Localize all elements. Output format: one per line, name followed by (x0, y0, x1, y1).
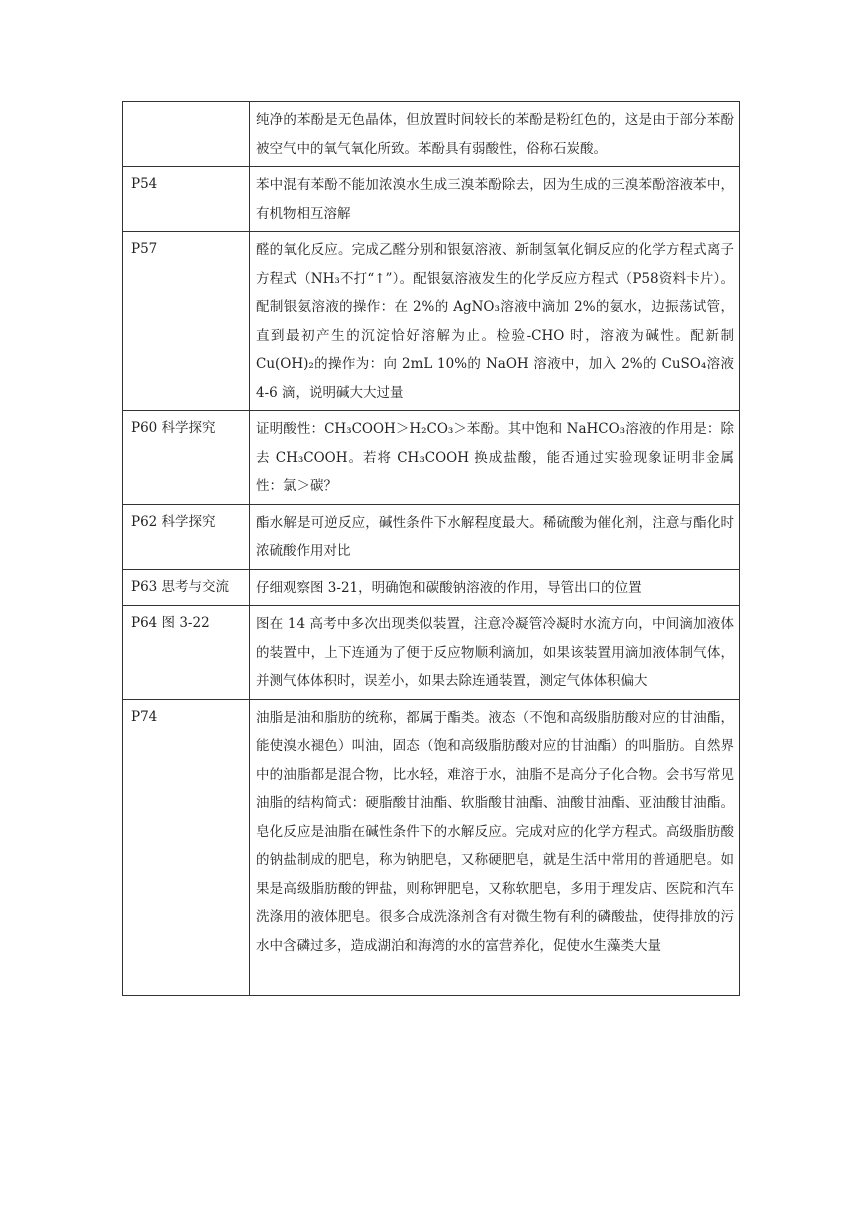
row-content: 苯中混有苯酚不能加浓溴水生成三溴苯酚除去，因为生成的三溴苯酚溶液苯中，有机物相互溶解 (256, 177, 734, 222)
row-label (123, 102, 249, 110)
row-label-cell (123, 411, 250, 505)
row-content: 纯净的苯酚是无色晶体，但放置时间较长的苯酚是粉红色的，这是由于部分苯酚被空气中的氧气氧化所致。苯酚具有弱酸性，俗称石炭酸。 (256, 112, 734, 157)
row-content: 油脂是油和脂肪的统称，都属于酯类。液态（不饱和高级脂肪酸对应的甘油酯，能使溴水褪色）叫油，固态（饱和高级脂肪酸对应的甘油酯）的叫脂肪。自然界中的油脂都是混合物，比水轻，难溶于水，油脂不是高分子化合物。会书写常见油脂的结构简式：硬脂酸甘油酯、软脂酸甘油酯、油酸甘油酯、亚油酸甘油酯。皂化反应是油脂在碱性条件下的水解反应。完成对应的化学方程式。高级脂肪酸的钠盐制成的肥皂，称为钠肥皂，又称硬肥皂，就是生活中常用的普通肥皂。如果是高级脂肪酸的钾盐，则称钾肥皂，又称软肥皂，多用于理发店、医院和汽车洗涤用的液体肥皂。很多合成洗涤剂含有对微生物有利的磷酸盐，使得排放的污水中含磷过多，造成湖泊和海湾的水的富营养化，促使水生藻类大量 (256, 709, 734, 954)
row-label: P60 科学探究 (131, 420, 216, 436)
row-label-cell (123, 232, 250, 411)
row-content-cell (250, 411, 740, 505)
row-content-cell (250, 606, 740, 700)
table-row (123, 569, 740, 606)
row-content-cell (250, 232, 740, 411)
row-label: P64 图 3-22 (131, 615, 210, 631)
row-label-cell (123, 699, 250, 995)
table-row (123, 102, 740, 167)
row-label: P74 (131, 708, 158, 725)
table-row (123, 699, 740, 995)
table-row (123, 606, 740, 700)
row-content-cell (250, 102, 740, 167)
row-content: 仔细观察图 3-21，明确饱和碳酸钠溶液的作用，导管出口的位置 (256, 579, 642, 596)
row-label: P54 (131, 176, 158, 192)
table-row (123, 232, 740, 411)
notes-table (122, 101, 740, 996)
row-content: 酯水解是可逆反应，碱性条件下水解程度最大。稀硫酸为催化剂，注意与酯化时浓硫酸作用对比 (256, 514, 734, 559)
row-label-cell (123, 606, 250, 700)
row-content: 证明酸性：CH₃COOH＞H₂CO₃＞苯酚。其中饱和 NaHCO₃溶液的作用是：除去 CH₃COOH。若将 CH₃COOH 换成盐酸，能否通过实验现象证明非金属性：氯＞碳？ (256, 421, 734, 494)
row-content-cell (250, 504, 740, 569)
row-label-cell (123, 504, 250, 569)
row-label-cell (123, 569, 250, 606)
row-content-cell (250, 167, 740, 232)
row-label: P57 (131, 241, 158, 257)
table-row (123, 167, 740, 232)
row-label-cell (123, 102, 250, 167)
row-content: 图在 14 高考中多次出现类似装置，注意冷凝管冷凝时水流方向，中间滴加液体的装置中，上下连通为了便于反应物顺利滴加，如果该装置用滴加液体制气体，并测气体体积时，误差小，如果去除连通装置，测定气体体积偏大 (256, 616, 734, 689)
table-row (123, 411, 740, 505)
row-content-cell (250, 699, 740, 995)
row-label: P62 科学探究 (131, 513, 216, 530)
row-content: 醛的氧化反应。完成乙醛分别和银氨溶液、新制氢氧化铜反应的化学方程式离子方程式（NH₃不打“↑”）。配银氨溶液发生的化学反应方程式（P58资料卡片）。配制银氨溶液的操作：在 2%的 AgNO₃溶液中滴加 2%的氨水，边振荡试管，直到最初产生的沉淀恰好溶解为止。检验-CHO 时，溶液为碱性。配新制 Cu(OH)₂的操作为：向 2mL 10%的 NaOH 溶液中，加入 2%的 CuSO₄溶液 4-6 滴，说明碱大大过量 (256, 242, 734, 401)
table-row (123, 504, 740, 569)
row-content-cell (250, 569, 740, 606)
row-label: P63 思考与交流 (131, 578, 230, 595)
row-label-cell (123, 167, 250, 232)
